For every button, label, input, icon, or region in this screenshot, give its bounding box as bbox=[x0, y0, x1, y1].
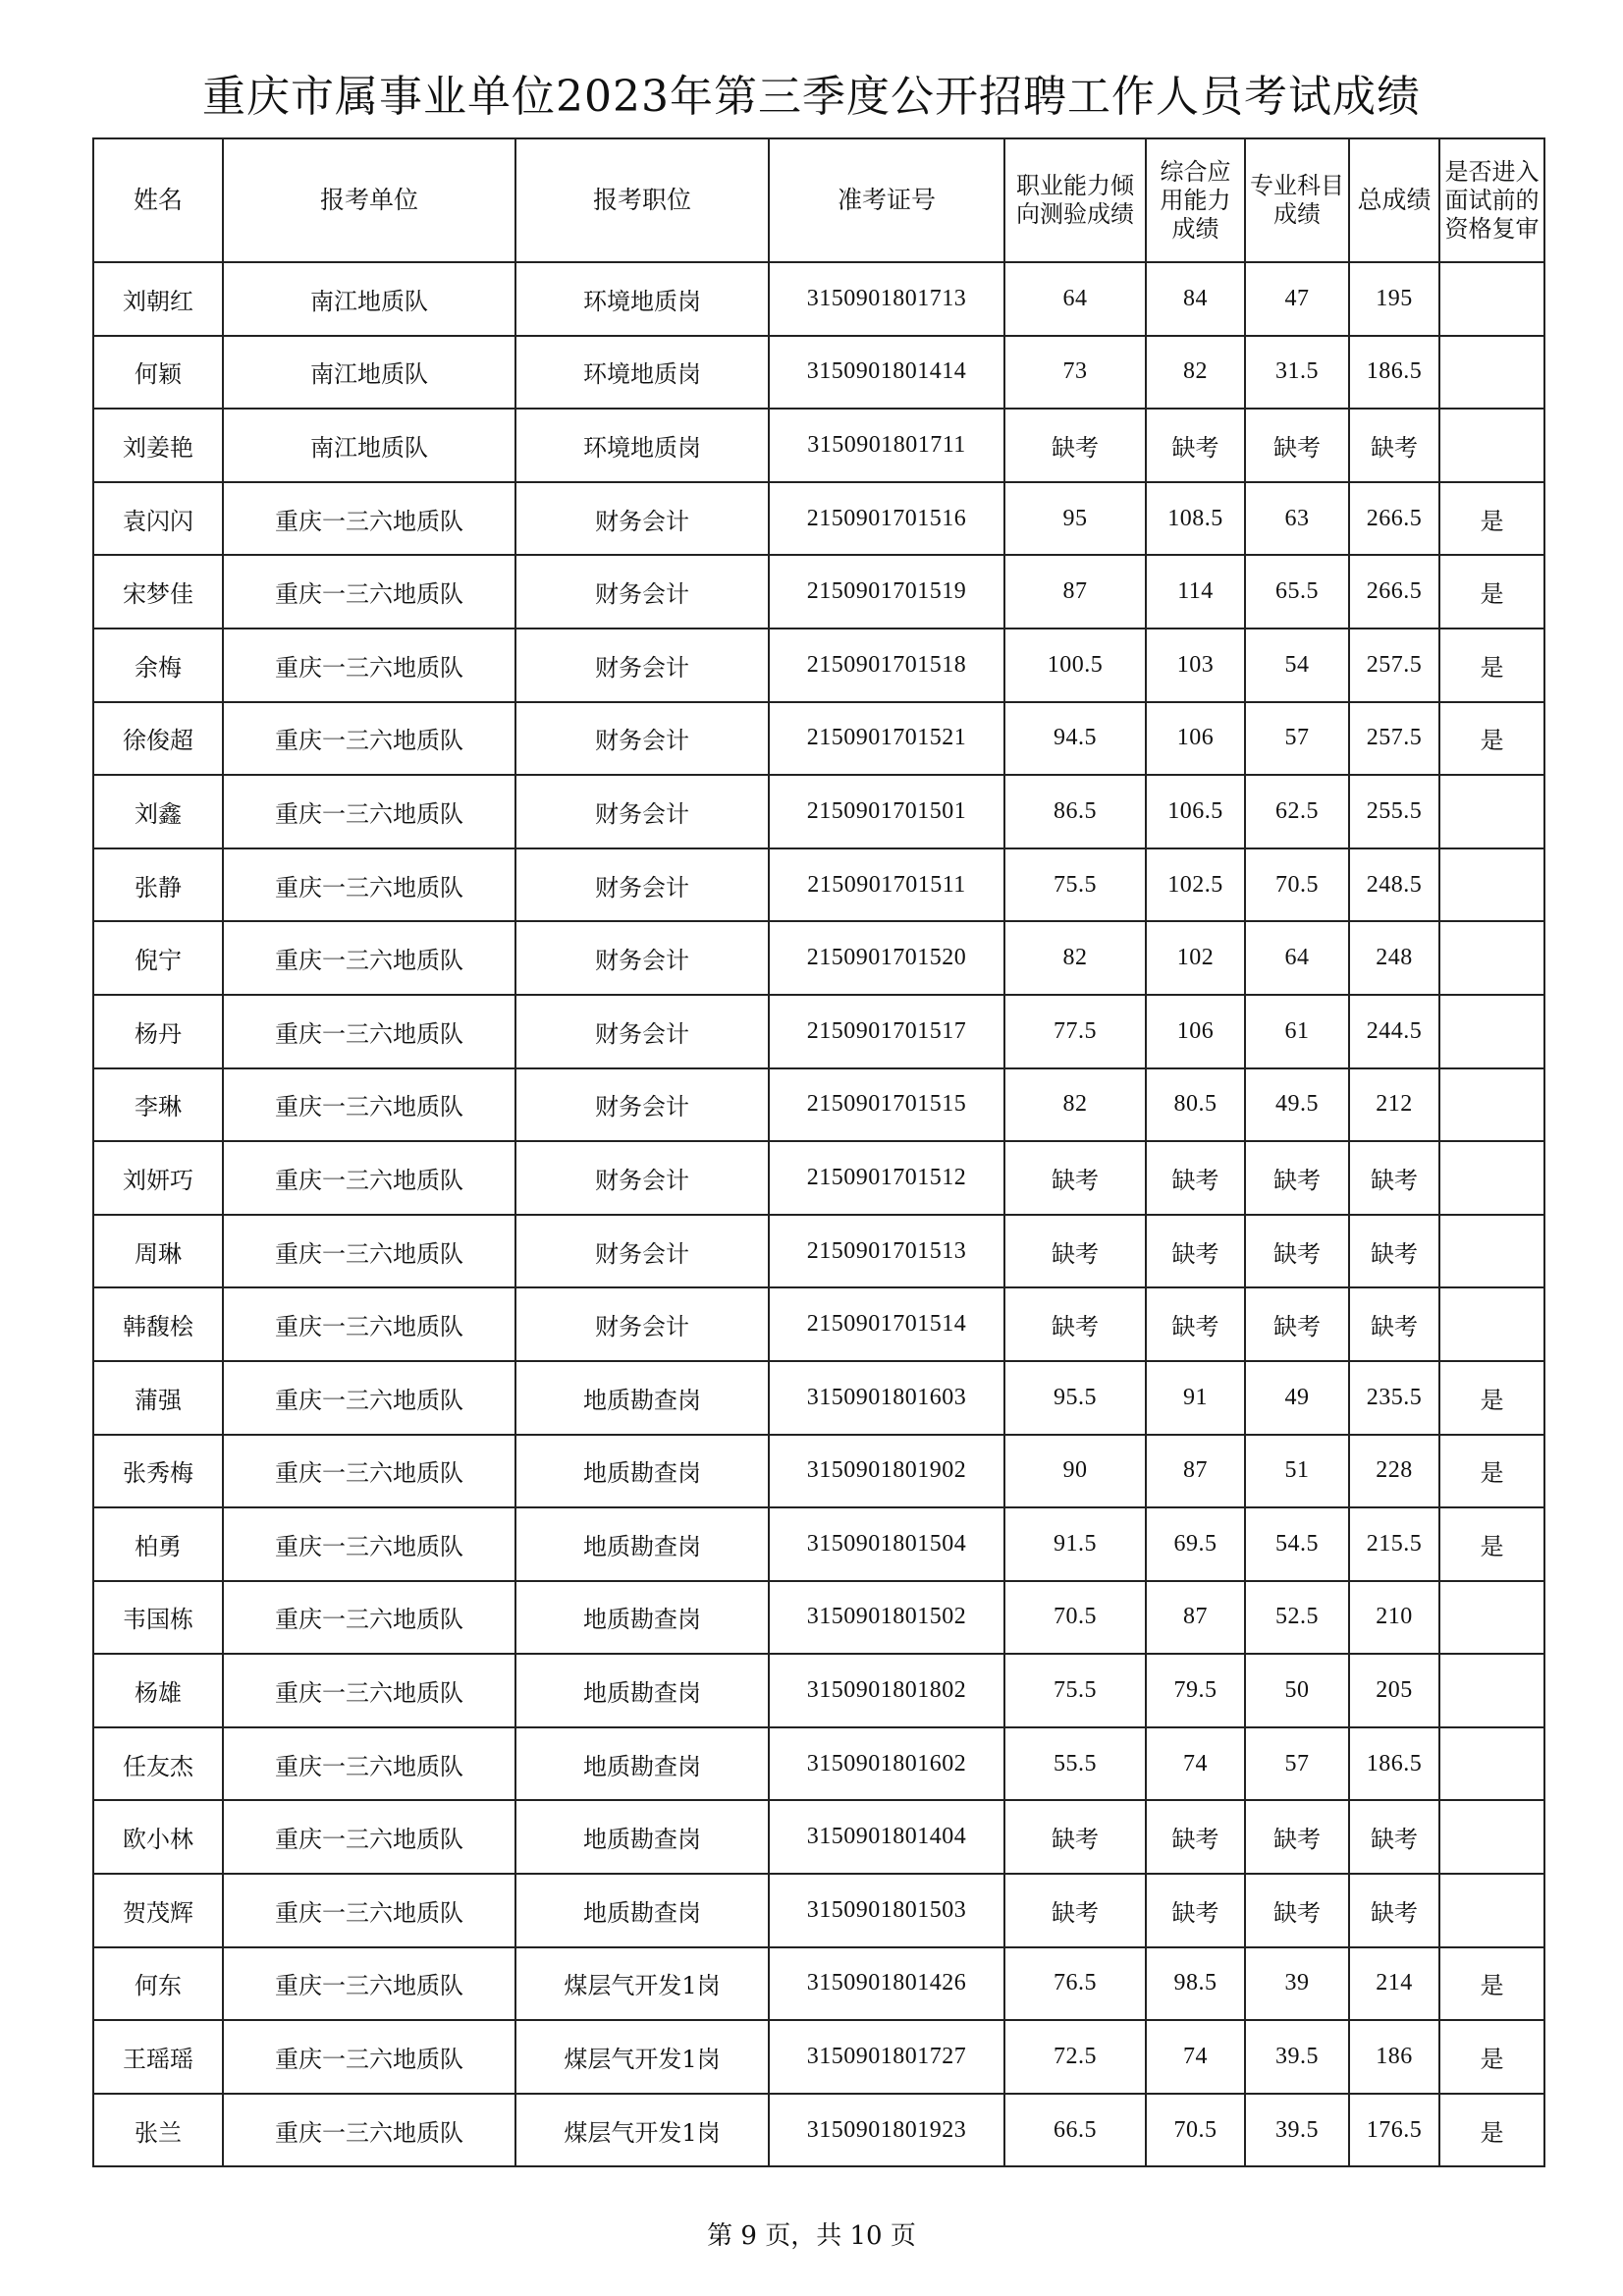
name-cell: 任友杰 bbox=[93, 1727, 223, 1801]
comprehensive-cell: 82 bbox=[1146, 336, 1245, 410]
comprehensive-cell: 缺考 bbox=[1146, 409, 1245, 482]
ticket-cell: 3150901801603 bbox=[769, 1361, 1004, 1435]
unit-cell: 重庆一三六地质队 bbox=[223, 482, 515, 556]
position-cell: 财务会计 bbox=[515, 775, 769, 848]
name-cell: 何颖 bbox=[93, 336, 223, 410]
table-row bbox=[93, 409, 1544, 482]
comprehensive-cell: 缺考 bbox=[1146, 1800, 1245, 1874]
professional-cell: 39 bbox=[1245, 1947, 1349, 2021]
position-cell: 财务会计 bbox=[515, 555, 769, 629]
position-cell: 财务会计 bbox=[515, 1141, 769, 1215]
professional-cell: 50 bbox=[1245, 1654, 1349, 1727]
name-cell: 韩馥桧 bbox=[93, 1287, 223, 1361]
name-cell: 李琳 bbox=[93, 1068, 223, 1142]
total-cell: 缺考 bbox=[1349, 1287, 1439, 1361]
ticket-cell: 3150901801414 bbox=[769, 336, 1004, 410]
position-cell: 煤层气开发1岗 bbox=[515, 1947, 769, 2021]
unit-cell: 南江地质队 bbox=[223, 262, 515, 336]
total-cell: 205 bbox=[1349, 1654, 1439, 1727]
total-cell: 248 bbox=[1349, 921, 1439, 995]
professional-cell: 47 bbox=[1245, 262, 1349, 336]
table-row bbox=[93, 848, 1544, 922]
professional-cell: 57 bbox=[1245, 1727, 1349, 1801]
table-row bbox=[93, 262, 1544, 336]
unit-cell: 重庆一三六地质队 bbox=[223, 775, 515, 848]
name-cell: 张秀梅 bbox=[93, 1435, 223, 1508]
total-cell: 235.5 bbox=[1349, 1361, 1439, 1435]
unit-cell: 重庆一三六地质队 bbox=[223, 921, 515, 995]
page-footer: 第 9 页，共 10 页 bbox=[707, 2221, 916, 2251]
table-row bbox=[93, 921, 1544, 995]
name-cell: 徐俊超 bbox=[93, 702, 223, 776]
review-cell bbox=[1439, 848, 1544, 922]
unit-cell: 重庆一三六地质队 bbox=[223, 555, 515, 629]
ticket-cell: 2150901701518 bbox=[769, 629, 1004, 702]
aptitude-cell: 缺考 bbox=[1004, 1215, 1146, 1288]
unit-cell: 重庆一三六地质队 bbox=[223, 1068, 515, 1142]
review-cell bbox=[1439, 262, 1544, 336]
review-cell bbox=[1439, 1287, 1544, 1361]
professional-cell: 61 bbox=[1245, 995, 1349, 1068]
review-cell bbox=[1439, 1068, 1544, 1142]
header-qualification-review: 是否进入面试前的资格复审 bbox=[1439, 138, 1544, 262]
ticket-cell: 2150901701520 bbox=[769, 921, 1004, 995]
aptitude-cell: 73 bbox=[1004, 336, 1146, 410]
comprehensive-cell: 102 bbox=[1146, 921, 1245, 995]
total-cell: 266.5 bbox=[1349, 482, 1439, 556]
name-cell: 张静 bbox=[93, 848, 223, 922]
ticket-cell: 3150901801602 bbox=[769, 1727, 1004, 1801]
professional-cell: 缺考 bbox=[1245, 1215, 1349, 1288]
comprehensive-cell: 缺考 bbox=[1146, 1287, 1245, 1361]
comprehensive-cell: 106 bbox=[1146, 995, 1245, 1068]
name-cell: 倪宁 bbox=[93, 921, 223, 995]
total-cell: 176.5 bbox=[1349, 2094, 1439, 2167]
total-cell: 214 bbox=[1349, 1947, 1439, 2021]
ticket-cell: 3150901801504 bbox=[769, 1507, 1004, 1581]
professional-cell: 65.5 bbox=[1245, 555, 1349, 629]
position-cell: 财务会计 bbox=[515, 482, 769, 556]
professional-cell: 49 bbox=[1245, 1361, 1349, 1435]
total-cell: 缺考 bbox=[1349, 1215, 1439, 1288]
comprehensive-cell: 84 bbox=[1146, 262, 1245, 336]
ticket-cell: 3150901801503 bbox=[769, 1874, 1004, 1947]
table-row bbox=[93, 1947, 1544, 2021]
professional-cell: 39.5 bbox=[1245, 2094, 1349, 2167]
position-cell: 财务会计 bbox=[515, 1068, 769, 1142]
name-cell: 宋梦佳 bbox=[93, 555, 223, 629]
header-unit: 报考单位 bbox=[223, 138, 515, 262]
score-table bbox=[92, 137, 1545, 2167]
comprehensive-cell: 106 bbox=[1146, 702, 1245, 776]
ticket-cell: 2150901701516 bbox=[769, 482, 1004, 556]
ticket-cell: 3150901801711 bbox=[769, 409, 1004, 482]
unit-cell: 重庆一三六地质队 bbox=[223, 1435, 515, 1508]
name-cell: 杨丹 bbox=[93, 995, 223, 1068]
review-cell bbox=[1439, 1727, 1544, 1801]
aptitude-cell: 缺考 bbox=[1004, 1874, 1146, 1947]
comprehensive-cell: 87 bbox=[1146, 1581, 1245, 1655]
table-row bbox=[93, 2020, 1544, 2094]
total-cell: 186.5 bbox=[1349, 336, 1439, 410]
table-row bbox=[93, 629, 1544, 702]
unit-cell: 重庆一三六地质队 bbox=[223, 1727, 515, 1801]
name-cell: 刘姜艳 bbox=[93, 409, 223, 482]
page-title: 重庆市属事业单位2023年第三季度公开招聘工作人员考试成绩 bbox=[202, 72, 1421, 122]
table-row bbox=[93, 482, 1544, 556]
position-cell: 地质勘查岗 bbox=[515, 1581, 769, 1655]
unit-cell: 重庆一三六地质队 bbox=[223, 995, 515, 1068]
review-cell: 是 bbox=[1439, 629, 1544, 702]
aptitude-cell: 76.5 bbox=[1004, 1947, 1146, 2021]
ticket-cell: 2150901701517 bbox=[769, 995, 1004, 1068]
position-cell: 地质勘查岗 bbox=[515, 1654, 769, 1727]
name-cell: 余梅 bbox=[93, 629, 223, 702]
ticket-cell: 2150901701512 bbox=[769, 1141, 1004, 1215]
name-cell: 周琳 bbox=[93, 1215, 223, 1288]
review-cell: 是 bbox=[1439, 2020, 1544, 2094]
total-cell: 228 bbox=[1349, 1435, 1439, 1508]
aptitude-cell: 77.5 bbox=[1004, 995, 1146, 1068]
table-row bbox=[93, 1800, 1544, 1874]
comprehensive-cell: 114 bbox=[1146, 555, 1245, 629]
unit-cell: 南江地质队 bbox=[223, 409, 515, 482]
comprehensive-cell: 缺考 bbox=[1146, 1141, 1245, 1215]
table-row bbox=[93, 702, 1544, 776]
position-cell: 环境地质岗 bbox=[515, 409, 769, 482]
total-cell: 195 bbox=[1349, 262, 1439, 336]
header-row bbox=[93, 138, 1544, 262]
aptitude-cell: 86.5 bbox=[1004, 775, 1146, 848]
position-cell: 财务会计 bbox=[515, 702, 769, 776]
aptitude-cell: 缺考 bbox=[1004, 1141, 1146, 1215]
total-cell: 257.5 bbox=[1349, 629, 1439, 702]
review-cell bbox=[1439, 1654, 1544, 1727]
table-header bbox=[93, 138, 1544, 262]
professional-cell: 缺考 bbox=[1245, 1874, 1349, 1947]
review-cell: 是 bbox=[1439, 555, 1544, 629]
ticket-cell: 3150901801713 bbox=[769, 262, 1004, 336]
professional-cell: 缺考 bbox=[1245, 1141, 1349, 1215]
name-cell: 刘朝红 bbox=[93, 262, 223, 336]
ticket-cell: 2150901701514 bbox=[769, 1287, 1004, 1361]
comprehensive-cell: 80.5 bbox=[1146, 1068, 1245, 1142]
aptitude-cell: 82 bbox=[1004, 1068, 1146, 1142]
table-row bbox=[93, 995, 1544, 1068]
name-cell: 王瑶瑶 bbox=[93, 2020, 223, 2094]
ticket-cell: 3150901801502 bbox=[769, 1581, 1004, 1655]
header-position: 报考职位 bbox=[515, 138, 769, 262]
unit-cell: 重庆一三六地质队 bbox=[223, 1654, 515, 1727]
review-cell: 是 bbox=[1439, 1947, 1544, 2021]
position-cell: 财务会计 bbox=[515, 921, 769, 995]
review-cell bbox=[1439, 336, 1544, 410]
comprehensive-cell: 91 bbox=[1146, 1361, 1245, 1435]
comprehensive-cell: 缺考 bbox=[1146, 1874, 1245, 1947]
professional-cell: 54.5 bbox=[1245, 1507, 1349, 1581]
table-row bbox=[93, 1287, 1544, 1361]
review-cell bbox=[1439, 1800, 1544, 1874]
ticket-cell: 2150901701501 bbox=[769, 775, 1004, 848]
name-cell: 刘鑫 bbox=[93, 775, 223, 848]
ticket-cell: 2150901701515 bbox=[769, 1068, 1004, 1142]
unit-cell: 重庆一三六地质队 bbox=[223, 1507, 515, 1581]
name-cell: 杨雄 bbox=[93, 1654, 223, 1727]
total-cell: 186.5 bbox=[1349, 1727, 1439, 1801]
table-row bbox=[93, 1507, 1544, 1581]
total-cell: 266.5 bbox=[1349, 555, 1439, 629]
total-cell: 210 bbox=[1349, 1581, 1439, 1655]
review-cell bbox=[1439, 775, 1544, 848]
ticket-cell: 2150901701513 bbox=[769, 1215, 1004, 1288]
review-cell bbox=[1439, 409, 1544, 482]
unit-cell: 重庆一三六地质队 bbox=[223, 1800, 515, 1874]
unit-cell: 重庆一三六地质队 bbox=[223, 1947, 515, 2021]
name-cell: 袁闪闪 bbox=[93, 482, 223, 556]
professional-cell: 70.5 bbox=[1245, 848, 1349, 922]
total-cell: 缺考 bbox=[1349, 1874, 1439, 1947]
unit-cell: 重庆一三六地质队 bbox=[223, 1361, 515, 1435]
aptitude-cell: 91.5 bbox=[1004, 1507, 1146, 1581]
name-cell: 柏勇 bbox=[93, 1507, 223, 1581]
ticket-cell: 2150901701519 bbox=[769, 555, 1004, 629]
position-cell: 地质勘查岗 bbox=[515, 1361, 769, 1435]
total-cell: 缺考 bbox=[1349, 1141, 1439, 1215]
aptitude-cell: 90 bbox=[1004, 1435, 1146, 1508]
header-comprehensive-score: 综合应用能力成绩 bbox=[1146, 138, 1245, 262]
professional-cell: 54 bbox=[1245, 629, 1349, 702]
position-cell: 财务会计 bbox=[515, 848, 769, 922]
aptitude-cell: 87 bbox=[1004, 555, 1146, 629]
professional-cell: 49.5 bbox=[1245, 1068, 1349, 1142]
aptitude-cell: 95 bbox=[1004, 482, 1146, 556]
review-cell: 是 bbox=[1439, 1435, 1544, 1508]
position-cell: 地质勘查岗 bbox=[515, 1800, 769, 1874]
header-name: 姓名 bbox=[93, 138, 223, 262]
position-cell: 财务会计 bbox=[515, 995, 769, 1068]
aptitude-cell: 缺考 bbox=[1004, 409, 1146, 482]
total-cell: 215.5 bbox=[1349, 1507, 1439, 1581]
position-cell: 煤层气开发1岗 bbox=[515, 2020, 769, 2094]
ticket-cell: 3150901801426 bbox=[769, 1947, 1004, 2021]
position-cell: 财务会计 bbox=[515, 629, 769, 702]
position-cell: 地质勘查岗 bbox=[515, 1507, 769, 1581]
unit-cell: 重庆一三六地质队 bbox=[223, 1581, 515, 1655]
review-cell: 是 bbox=[1439, 2094, 1544, 2167]
total-cell: 257.5 bbox=[1349, 702, 1439, 776]
aptitude-cell: 66.5 bbox=[1004, 2094, 1146, 2167]
position-cell: 地质勘查岗 bbox=[515, 1874, 769, 1947]
ticket-cell: 2150901701511 bbox=[769, 848, 1004, 922]
ticket-cell: 3150901801802 bbox=[769, 1654, 1004, 1727]
position-cell: 财务会计 bbox=[515, 1215, 769, 1288]
review-cell bbox=[1439, 1141, 1544, 1215]
ticket-cell: 3150901801404 bbox=[769, 1800, 1004, 1874]
table-row bbox=[93, 1874, 1544, 1947]
comprehensive-cell: 74 bbox=[1146, 2020, 1245, 2094]
total-cell: 212 bbox=[1349, 1068, 1439, 1142]
position-cell: 地质勘查岗 bbox=[515, 1435, 769, 1508]
name-cell: 蒲强 bbox=[93, 1361, 223, 1435]
review-cell: 是 bbox=[1439, 1361, 1544, 1435]
comprehensive-cell: 103 bbox=[1146, 629, 1245, 702]
aptitude-cell: 缺考 bbox=[1004, 1287, 1146, 1361]
table-row bbox=[93, 1727, 1544, 1801]
comprehensive-cell: 缺考 bbox=[1146, 1215, 1245, 1288]
total-cell: 244.5 bbox=[1349, 995, 1439, 1068]
review-cell bbox=[1439, 1874, 1544, 1947]
aptitude-cell: 75.5 bbox=[1004, 848, 1146, 922]
ticket-cell: 3150901801923 bbox=[769, 2094, 1004, 2167]
review-cell bbox=[1439, 995, 1544, 1068]
professional-cell: 缺考 bbox=[1245, 1800, 1349, 1874]
position-cell: 财务会计 bbox=[515, 1287, 769, 1361]
professional-cell: 62.5 bbox=[1245, 775, 1349, 848]
aptitude-cell: 72.5 bbox=[1004, 2020, 1146, 2094]
professional-cell: 64 bbox=[1245, 921, 1349, 995]
professional-cell: 63 bbox=[1245, 482, 1349, 556]
review-cell bbox=[1439, 1215, 1544, 1288]
header-professional-score: 专业科目成绩 bbox=[1245, 138, 1349, 262]
aptitude-cell: 75.5 bbox=[1004, 1654, 1146, 1727]
aptitude-cell: 55.5 bbox=[1004, 1727, 1146, 1801]
table-row bbox=[93, 2094, 1544, 2167]
comprehensive-cell: 87 bbox=[1146, 1435, 1245, 1508]
aptitude-cell: 82 bbox=[1004, 921, 1146, 995]
ticket-cell: 2150901701521 bbox=[769, 702, 1004, 776]
review-cell bbox=[1439, 1581, 1544, 1655]
aptitude-cell: 缺考 bbox=[1004, 1800, 1146, 1874]
total-cell: 255.5 bbox=[1349, 775, 1439, 848]
unit-cell: 重庆一三六地质队 bbox=[223, 1215, 515, 1288]
aptitude-cell: 100.5 bbox=[1004, 629, 1146, 702]
aptitude-cell: 70.5 bbox=[1004, 1581, 1146, 1655]
position-cell: 煤层气开发1岗 bbox=[515, 2094, 769, 2167]
professional-cell: 51 bbox=[1245, 1435, 1349, 1508]
table-row bbox=[93, 1141, 1544, 1215]
comprehensive-cell: 74 bbox=[1146, 1727, 1245, 1801]
unit-cell: 重庆一三六地质队 bbox=[223, 1874, 515, 1947]
name-cell: 韦国栋 bbox=[93, 1581, 223, 1655]
position-cell: 环境地质岗 bbox=[515, 336, 769, 410]
unit-cell: 重庆一三六地质队 bbox=[223, 702, 515, 776]
unit-cell: 重庆一三六地质队 bbox=[223, 1141, 515, 1215]
review-cell: 是 bbox=[1439, 702, 1544, 776]
comprehensive-cell: 79.5 bbox=[1146, 1654, 1245, 1727]
table-row bbox=[93, 1068, 1544, 1142]
review-cell: 是 bbox=[1439, 482, 1544, 556]
comprehensive-cell: 102.5 bbox=[1146, 848, 1245, 922]
comprehensive-cell: 70.5 bbox=[1146, 2094, 1245, 2167]
name-cell: 何东 bbox=[93, 1947, 223, 2021]
total-cell: 缺考 bbox=[1349, 1800, 1439, 1874]
unit-cell: 重庆一三六地质队 bbox=[223, 629, 515, 702]
ticket-cell: 3150901801727 bbox=[769, 2020, 1004, 2094]
comprehensive-cell: 108.5 bbox=[1146, 482, 1245, 556]
table-row bbox=[93, 1654, 1544, 1727]
review-cell: 是 bbox=[1439, 1507, 1544, 1581]
table-row bbox=[93, 555, 1544, 629]
aptitude-cell: 94.5 bbox=[1004, 702, 1146, 776]
table-row bbox=[93, 336, 1544, 410]
professional-cell: 缺考 bbox=[1245, 409, 1349, 482]
table-body bbox=[93, 262, 1544, 2166]
position-cell: 地质勘查岗 bbox=[515, 1727, 769, 1801]
comprehensive-cell: 69.5 bbox=[1146, 1507, 1245, 1581]
name-cell: 贺茂辉 bbox=[93, 1874, 223, 1947]
position-cell: 环境地质岗 bbox=[515, 262, 769, 336]
unit-cell: 重庆一三六地质队 bbox=[223, 2094, 515, 2167]
table-row bbox=[93, 1215, 1544, 1288]
aptitude-cell: 64 bbox=[1004, 262, 1146, 336]
professional-cell: 57 bbox=[1245, 702, 1349, 776]
ticket-cell: 3150901801902 bbox=[769, 1435, 1004, 1508]
header-ticket-number: 准考证号 bbox=[769, 138, 1004, 262]
total-cell: 缺考 bbox=[1349, 409, 1439, 482]
header-aptitude-score: 职业能力倾向测验成绩 bbox=[1004, 138, 1146, 262]
professional-cell: 缺考 bbox=[1245, 1287, 1349, 1361]
unit-cell: 重庆一三六地质队 bbox=[223, 1287, 515, 1361]
table-row bbox=[93, 1581, 1544, 1655]
unit-cell: 重庆一三六地质队 bbox=[223, 848, 515, 922]
unit-cell: 南江地质队 bbox=[223, 336, 515, 410]
total-cell: 186 bbox=[1349, 2020, 1439, 2094]
table-row bbox=[93, 1361, 1544, 1435]
professional-cell: 31.5 bbox=[1245, 336, 1349, 410]
name-cell: 张兰 bbox=[93, 2094, 223, 2167]
review-cell bbox=[1439, 921, 1544, 995]
professional-cell: 39.5 bbox=[1245, 2020, 1349, 2094]
total-cell: 248.5 bbox=[1349, 848, 1439, 922]
name-cell: 欧小林 bbox=[93, 1800, 223, 1874]
professional-cell: 52.5 bbox=[1245, 1581, 1349, 1655]
aptitude-cell: 95.5 bbox=[1004, 1361, 1146, 1435]
table-row bbox=[93, 1435, 1544, 1508]
comprehensive-cell: 106.5 bbox=[1146, 775, 1245, 848]
header-total-score: 总成绩 bbox=[1349, 138, 1439, 262]
comprehensive-cell: 98.5 bbox=[1146, 1947, 1245, 2021]
name-cell: 刘妍巧 bbox=[93, 1141, 223, 1215]
table-row bbox=[93, 775, 1544, 848]
unit-cell: 重庆一三六地质队 bbox=[223, 2020, 515, 2094]
